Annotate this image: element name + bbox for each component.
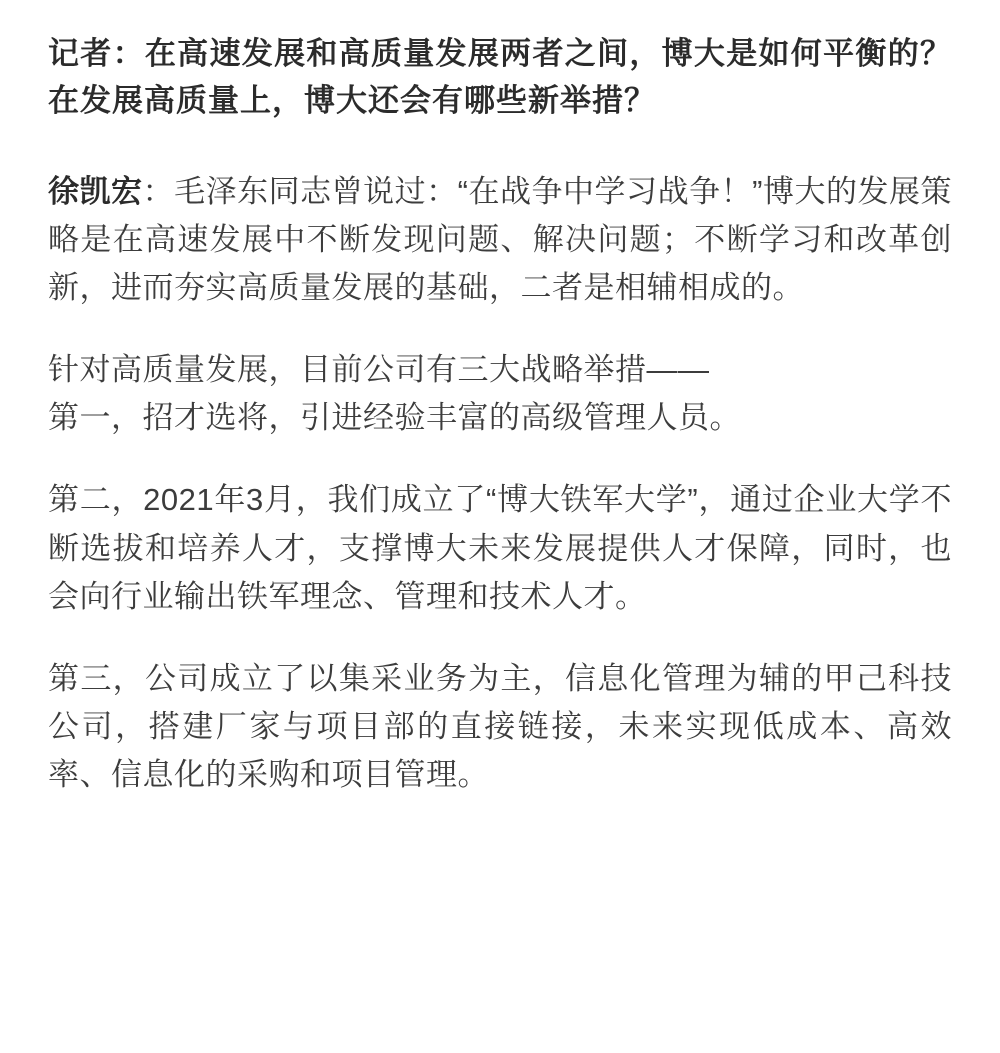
speaker-separator: ： xyxy=(142,174,175,210)
interview-answer-1 xyxy=(48,168,952,312)
interview-question: 记者：在高速发展和高质量发展两者之间，博大是如何平衡的？在发展高质量上，博大还会有哪些新举措？ xyxy=(48,36,952,119)
answer-line-2: 第一，招才选将，引进经验丰富的高级管理人员。 xyxy=(48,400,741,436)
interview-answer-4: 第三，公司成立了以集采业务为主，信息化管理为辅的甲己科技公司，搭建厂家与项目部的直接链接，未来实现低成本、高效率、信息化的采购和项目管理。 xyxy=(48,660,952,792)
interview-answer-2 xyxy=(48,346,952,442)
answer-line-1: 针对高质量发展，目前公司有三大战略举措—— xyxy=(48,352,710,388)
speaker-name: 徐凯宏 xyxy=(48,174,143,210)
interview-answer-3: 第二，2021年3月，我们成立了“博大铁军大学”，通过企业大学不断选拔和培养人才，支撑博大未来发展提供人才保障，同时，也会向行业输出铁军理念、管理和技术人才。 xyxy=(48,482,952,614)
answer-text-1: 毛泽东同志曾说过：“在战争中学习战争！”博大的发展策略是在高速发展中不断发现问题、解决问题；不断学习和改革创新，进而夯实高质量发展的基础，二者是相辅相成的。 xyxy=(48,174,953,306)
